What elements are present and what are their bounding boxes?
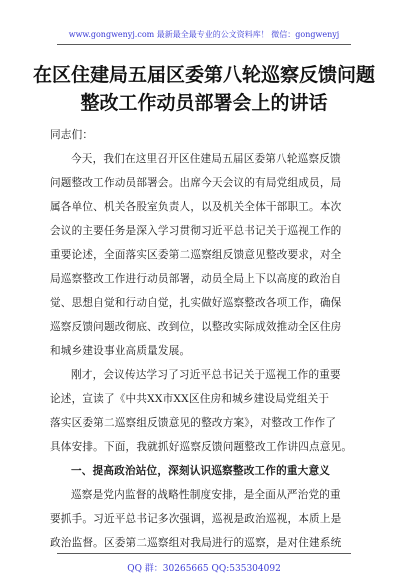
body-line: 会议的主要任务是深入学习贯彻习近平总书记关于巡视工作的: [50, 225, 342, 237]
document-body: [50, 123, 356, 555]
header-divider: [57, 44, 351, 45]
header-website-banner: www.gongwenyj.com 最新最全最专业的公文资料库！ 微信：gongwenyj: [68, 30, 340, 39]
body-line: 巡察是党内监督的战略性制度安排，是全面从严治党的重: [71, 489, 341, 501]
salutation: 同志们：: [50, 129, 94, 141]
body-line: 要抓手。习近平总书记多次强调，巡视是政治巡视，本质上是: [50, 513, 342, 525]
body-line: 属各单位、机关各股室负责人，以及机关全体干部职工。本次: [50, 201, 342, 213]
body-line: 局巡察整改工作进行动员部署，动员全局上下以高度的政治自: [50, 273, 342, 285]
footer-divider: [57, 553, 351, 554]
body-line: 落实区委第二巡察组反馈意见的整改方案》，对整改工作作了: [50, 417, 337, 429]
body-line: 重要论述，全面落实区委第二巡察组反馈意见整改要求，对全: [50, 249, 342, 261]
body-line: 和城乡建设事业高质量发展。: [50, 345, 191, 357]
body-line: 刚才，会议传达学习了习近平总书记关于巡视工作的重要: [71, 369, 341, 381]
section-heading: 一、提高政治站位，深刻认识巡察整改工作的重大意义: [71, 465, 331, 477]
footer-contact: QQ 群：30265665 QQ:535304092: [127, 564, 281, 574]
body-line: 政治监督。区委第二巡察组对我局进行的巡察，是对住建系统: [50, 537, 342, 549]
body-line: 觉、思想自觉和行动自觉，扎实做好巡察整改各项工作，确保: [50, 297, 342, 309]
body-line: 巡察反馈问题改彻底、改到位，以整改实际成效推动全区住房: [50, 321, 342, 333]
body-paragraphs: [50, 147, 356, 555]
body-line: 论述，宣读了《中共XX市XX区住房和城乡建设局党组关于: [50, 393, 330, 405]
document-title-line-1: 在区住建局五届区委第八轮巡察反馈问题: [32, 64, 375, 86]
body-line: 今天，我们在这里召开区住建局五届区委第八轮巡察反馈: [71, 153, 341, 165]
document-title-line-2: 整改工作动员部署会上的讲话: [80, 92, 328, 114]
body-line: 问题整改工作动员部署会。出席今天会议的有局党组成员，局: [50, 177, 342, 189]
body-line: 具体安排。下面，我就抓好巡察反馈问题整改工作讲四点意见。: [50, 441, 353, 453]
